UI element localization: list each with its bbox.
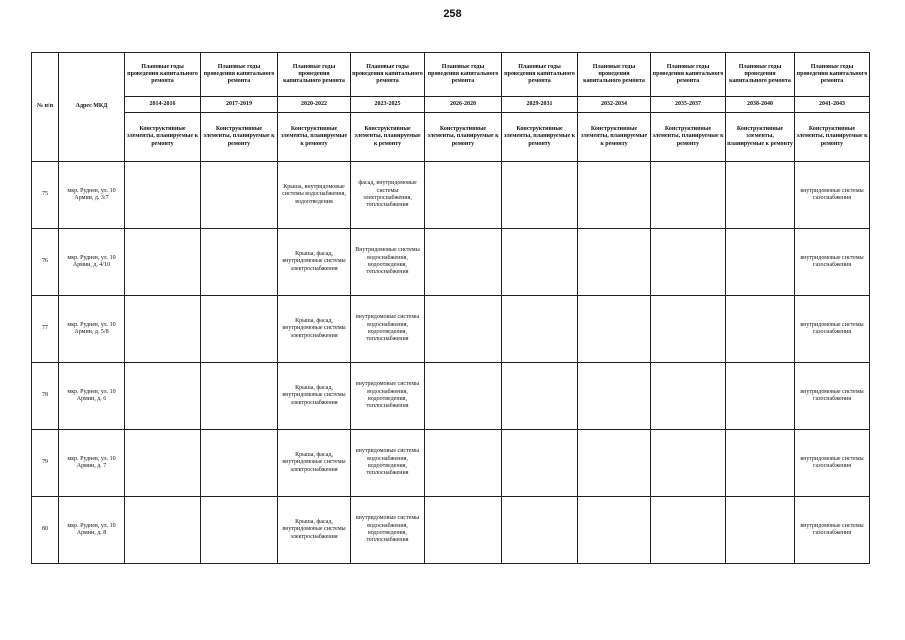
period-header: 2032-2034 — [578, 97, 651, 113]
period-header: 2014-2016 — [125, 97, 201, 113]
period-cell — [651, 363, 726, 430]
period-cell — [502, 162, 578, 229]
period-header: 2029-2031 — [502, 97, 578, 113]
period-cell — [125, 497, 201, 564]
period-cell: фасад, внутридомовые системы электроснабжения, теплоснабжения — [351, 162, 425, 229]
column-header-plan-years: Плановые годы проведения капитального ремонта — [351, 53, 425, 97]
period-cell: внутридомовые системы водоснабжения, водоотведения, теплоснабжения — [351, 363, 425, 430]
period-cell: Внутридомовые системы водоснабжения, водоотведения, теплоснабжения — [351, 229, 425, 296]
column-header-address: Адрес МКД — [59, 53, 125, 162]
row-number: 76 — [32, 229, 59, 296]
period-cell — [201, 296, 278, 363]
column-header-elements: Конструктивные элементы, планируемые к ремонту — [425, 113, 502, 162]
period-cell — [578, 497, 651, 564]
column-header-plan-years: Плановые годы проведения капитального ремонта — [726, 53, 795, 97]
table-row — [32, 363, 870, 430]
column-header-plan-years: Плановые годы проведения капитального ремонта — [795, 53, 870, 97]
period-cell — [125, 162, 201, 229]
period-cell: Крыша, фасад, внутридомовые системы электроснабжения — [278, 296, 351, 363]
period-cell: внутридомовые системы водоснабжения, водоотведения, теплоснабжения — [351, 296, 425, 363]
period-cell — [651, 497, 726, 564]
column-header-elements: Конструктивные элементы, планируемые к ремонту — [351, 113, 425, 162]
period-cell: внутридомовые системы газоснабжения — [795, 296, 870, 363]
column-header-elements: Конструктивные элементы, планируемые к ремонту — [125, 113, 201, 162]
column-header-elements: Конструктивные элементы, планируемые к ремонту — [795, 113, 870, 162]
period-header: 2038-2040 — [726, 97, 795, 113]
period-cell — [502, 296, 578, 363]
period-cell — [651, 430, 726, 497]
period-header: 2023-2025 — [351, 97, 425, 113]
row-address: мкр. Руднев, ул. 10 Армии, д. 3/7 — [59, 162, 125, 229]
header-row-periods — [32, 97, 870, 113]
column-header-elements: Конструктивные элементы, планируемые к ремонту — [651, 113, 726, 162]
column-header-plan-years: Плановые годы проведения капитального ремонта — [201, 53, 278, 97]
row-address: мкр. Руднев, ул. 10 Армии, д. 6 — [59, 363, 125, 430]
column-header-elements: Конструктивные элементы, планируемые к ремонту — [278, 113, 351, 162]
table-row — [32, 296, 870, 363]
period-cell — [726, 497, 795, 564]
column-header-plan-years: Плановые годы проведения капитального ремонта — [125, 53, 201, 97]
period-cell: внутридомовые системы газоснабжения — [795, 229, 870, 296]
period-cell — [578, 296, 651, 363]
repair-plan-table — [31, 52, 870, 564]
period-cell — [425, 162, 502, 229]
column-header-plan-years: Плановые годы проведения капитального ремонта — [502, 53, 578, 97]
period-cell: Крыша, фасад, внутридомовые системы электроснабжения — [278, 363, 351, 430]
period-cell: Крыша, фасад, внутридомовые системы электроснабжения — [278, 229, 351, 296]
period-cell: внутридомовые системы водоснабжения, водоотведения, теплоснабжения — [351, 430, 425, 497]
period-cell — [578, 229, 651, 296]
period-cell: внутридомовые системы газоснабжения — [795, 430, 870, 497]
period-cell — [125, 229, 201, 296]
period-cell — [726, 229, 795, 296]
table-row — [32, 497, 870, 564]
table-row — [32, 229, 870, 296]
period-cell — [502, 497, 578, 564]
period-cell: Крыша, фасад, внутридомовые системы электроснабжения — [278, 430, 351, 497]
period-cell — [726, 363, 795, 430]
header-row-elements — [32, 113, 870, 162]
row-address: мкр. Руднев, ул. 10 Армии, д. 8 — [59, 497, 125, 564]
period-header: 2041-2043 — [795, 97, 870, 113]
period-cell — [726, 430, 795, 497]
column-header-elements: Конструктивные элементы, планируемые к ремонту — [726, 113, 795, 162]
row-address: мкр. Руднев, ул. 10 Армии, д. 7 — [59, 430, 125, 497]
column-header-elements: Конструктивные элементы, планируемые к ремонту — [201, 113, 278, 162]
period-cell — [201, 497, 278, 564]
period-header: 2020-2022 — [278, 97, 351, 113]
period-cell — [425, 296, 502, 363]
period-cell — [578, 162, 651, 229]
period-cell: Крыша, фасад, внутридомовые системы электроснабжения — [278, 497, 351, 564]
table-row — [32, 430, 870, 497]
column-header-plan-years: Плановые годы проведения капитального ремонта — [278, 53, 351, 97]
row-number: 80 — [32, 497, 59, 564]
period-cell — [201, 430, 278, 497]
period-cell — [425, 229, 502, 296]
period-cell — [502, 363, 578, 430]
period-cell — [726, 162, 795, 229]
column-header-plan-years: Плановые годы проведения капитального ремонта — [425, 53, 502, 97]
period-cell — [425, 363, 502, 430]
row-address: мкр. Руднев, ул. 10 Армии, д. 5/8 — [59, 296, 125, 363]
column-header-plan-years: Плановые годы проведения капитального ремонта — [651, 53, 726, 97]
table-row — [32, 162, 870, 229]
period-header: 2026-2028 — [425, 97, 502, 113]
period-cell: внутридомовые системы газоснабжения — [795, 497, 870, 564]
period-cell — [651, 229, 726, 296]
period-cell — [502, 229, 578, 296]
table-header — [32, 53, 870, 162]
period-cell — [125, 363, 201, 430]
period-cell: внутридомовые системы водоснабжения, водоотведения, теплоснабжения — [351, 497, 425, 564]
column-header-elements: Конструктивные элементы, планируемые к ремонту — [578, 113, 651, 162]
period-cell — [125, 430, 201, 497]
period-cell — [578, 363, 651, 430]
period-cell — [578, 430, 651, 497]
column-header-elements: Конструктивные элементы, планируемые к ремонту — [502, 113, 578, 162]
period-cell: Крыша, внутридомовые системы водоснабжения, водоотведения — [278, 162, 351, 229]
row-number: 79 — [32, 430, 59, 497]
row-number: 78 — [32, 363, 59, 430]
period-cell — [201, 363, 278, 430]
period-cell — [125, 296, 201, 363]
period-header: 2035-2037 — [651, 97, 726, 113]
row-number: 75 — [32, 162, 59, 229]
column-header-number: № п/п — [32, 53, 59, 162]
period-header: 2017-2019 — [201, 97, 278, 113]
page-number: 258 — [443, 8, 462, 20]
period-cell — [425, 497, 502, 564]
row-number: 77 — [32, 296, 59, 363]
period-cell — [201, 229, 278, 296]
period-cell — [651, 162, 726, 229]
column-header-plan-years: Плановые годы проведения капитального ремонта — [578, 53, 651, 97]
row-address: мкр. Руднев, ул. 10 Армии, д. 4/10 — [59, 229, 125, 296]
period-cell — [201, 162, 278, 229]
period-cell: внутридомовые системы газоснабжения — [795, 363, 870, 430]
period-cell — [651, 296, 726, 363]
period-cell — [425, 430, 502, 497]
header-row-plan-years — [32, 53, 870, 97]
period-cell — [502, 430, 578, 497]
table-body — [32, 162, 870, 564]
period-cell — [726, 296, 795, 363]
period-cell: внутридомовые системы газоснабжения — [795, 162, 870, 229]
